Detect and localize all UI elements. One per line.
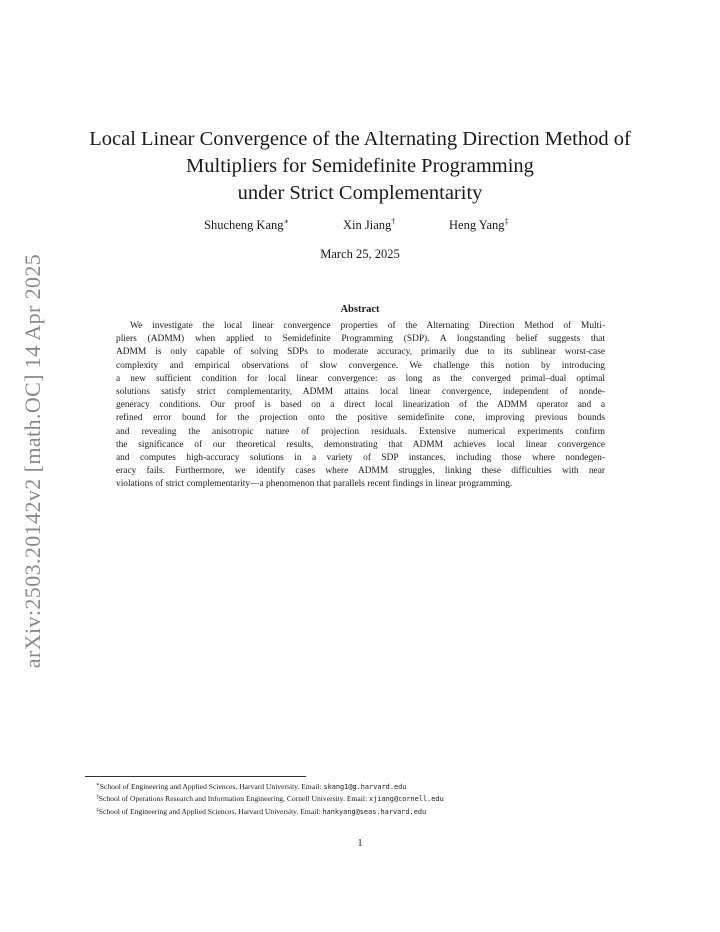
abstract-line: generacy conditions. Our proof is based on a direct local linearization of the ADMM operator and a: [116, 400, 605, 411]
footnote-email[interactable]: xjiang@cornell.edu: [369, 795, 444, 804]
abstract-line: violations of strict complementarity—a phenomenon that parallels recent findings in linear programming.: [116, 479, 513, 490]
abstract-line: eracy fails. Furthermore, we identify cases where ADMM struggles, linking these difficulties with near: [116, 466, 605, 477]
abstract-line: pliers (ADMM) when applied to Semidefinite Programming (SDP). A longstanding belief suggests that: [116, 334, 605, 345]
footnote-1: [96, 781, 444, 793]
title-line-1: Local Linear Convergence of the Alternating Direction Method of: [89, 128, 631, 150]
author-name: Shucheng Kang: [204, 218, 284, 232]
page-number: 1: [357, 838, 363, 849]
author-1: [204, 218, 289, 233]
author-2: [343, 218, 395, 233]
footnote-email[interactable]: skang1@g.harvard.edu: [323, 783, 407, 791]
author-footnote-mark: ‡: [504, 217, 509, 226]
author-name: Heng Yang: [449, 218, 505, 232]
arxiv-identifier-stamp: arXiv:2503.20142v2 [math.OC] 14 Apr 2025: [20, 253, 45, 669]
abstract-line: and computes high-accuracy solutions in a variety of SDP instances, including those where nondegen-: [116, 452, 605, 463]
author-name: Xin Jiang: [343, 218, 392, 232]
footnote-mark: ∗: [96, 782, 100, 788]
footnote-3: [96, 806, 444, 818]
abstract-heading: Abstract: [340, 304, 380, 315]
abstract-line: complexity and empirical observations of slow convergence. We challenge this notion by introducing: [116, 360, 605, 371]
abstract-line: We investigate the local linear convergence properties of the Alternating Direction Method of Multi-: [130, 321, 605, 331]
abstract-line: and revealing the anisotropic nature of projection residuals. Extensive numerical experiments confirm: [116, 426, 605, 437]
abstract-line: the significance of our theoretical results, demonstrating that ADMM achieves local linear convergence: [116, 439, 605, 450]
abstract-line: a new sufficient condition for local linear convergence: as long as the converged primal–dual optimal: [116, 373, 605, 384]
abstract-text: [116, 320, 605, 491]
footnote-mark: ‡: [96, 806, 99, 813]
author-footnote-mark: †: [391, 217, 396, 226]
abstract-line: ADMM is only capable of solving SDPs to moderate accuracy, primarily due to its sublinear worst-case: [116, 347, 605, 358]
footnote-mark: †: [96, 794, 99, 801]
footnote-email[interactable]: hankyang@seas.harvard.edu: [322, 807, 427, 816]
abstract-line: solutions satisfy strict complementarity, ADMM attains local linear convergence, independent of nonde-: [116, 386, 605, 397]
title-line-2: Multipliers for Semidefinite Programming: [186, 155, 534, 177]
footnote-affiliation: School of Engineering and Applied Sciences, Harvard University. Email:: [98, 806, 323, 816]
paper-title: [60, 126, 660, 207]
footnotes: [96, 781, 444, 818]
footnote-affiliation: School of Operations Research and Information Engineering, Cornell University. Email:: [98, 794, 370, 804]
title-line-3: under Strict Complementarity: [237, 182, 483, 204]
footnote-2: [96, 793, 444, 805]
publication-date: March 25, 2025: [320, 247, 400, 261]
author-footnote-mark: ∗: [283, 217, 289, 226]
abstract-line: refined error bound for the projection onto the positive semidefinite cone, improving previous bounds: [116, 413, 605, 424]
author-3: [449, 218, 509, 233]
footnote-affiliation: School of Engineering and Applied Sciences, Harvard University. Email:: [99, 782, 324, 791]
footnote-divider: [85, 776, 306, 777]
